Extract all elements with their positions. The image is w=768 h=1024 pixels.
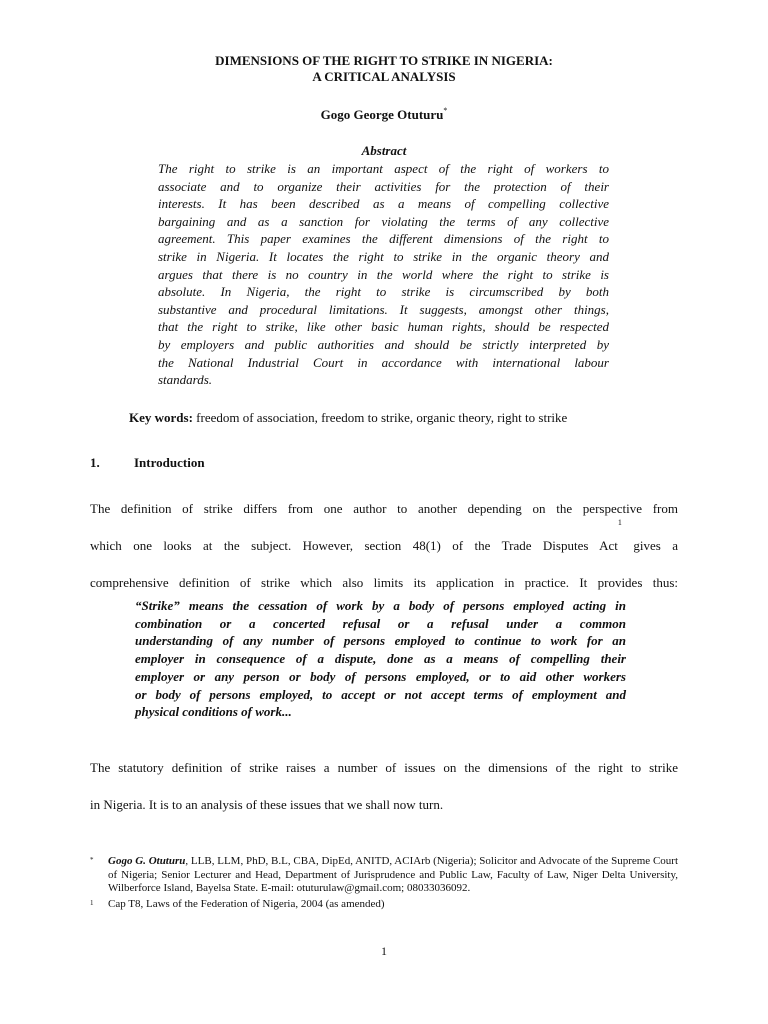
keywords-line (129, 410, 689, 426)
quote-line: employer or any person or body of persons employed, or to aid other workers (135, 668, 626, 684)
quote-line: employer in consequence of a dispute, done as a means of compelling their (135, 651, 626, 667)
footnote-author-name: Gogo G. Otuturu (108, 855, 186, 867)
footnote-text: Cap T8, Laws of the Federation of Nigeria, 2004 (as amended) (108, 897, 385, 910)
abstract-line: associate and to organize their activities for the protection of their (158, 178, 609, 194)
paragraph-line: The statutory definition of strike raises a number of issues on the dimensions of the right to strike (90, 760, 678, 775)
abstract-line: substantive and procedural limitations. It suggests, amongst other things, (158, 301, 609, 317)
section-number: 1. (90, 455, 100, 470)
abstract-line: standards. (158, 372, 213, 388)
paragraph-line: The definition of strike differs from one author to another depending on the perspective from (90, 501, 678, 516)
author-line (0, 107, 768, 123)
quote-line: understanding of any number of persons employed to continue to work for an (135, 633, 626, 649)
footnote-ref-1: 1 (617, 518, 622, 527)
paragraph-text: gives a (621, 538, 678, 553)
statutory-quote (135, 597, 626, 721)
page-number: 1 (381, 944, 387, 958)
footnote-1 (90, 898, 678, 912)
abstract-line: strike in Nigeria. It locates the right to strike in the organic theory and (158, 248, 609, 264)
footnote-marker: 1 (90, 898, 94, 907)
author-footnote-marker: * (443, 106, 448, 115)
abstract-body (158, 160, 609, 389)
abstract-line: argues that there is no country in the world where the right to strike is (158, 266, 609, 282)
paragraph-line: in Nigeria. It is to an analysis of these issues that we shall now turn. (90, 797, 444, 812)
analysis-paragraph (90, 749, 678, 823)
section-heading (90, 455, 490, 471)
abstract-heading: Abstract (361, 143, 407, 158)
footnote-marker: * (90, 856, 94, 864)
abstract-line: bargaining and as a sanction for violating the terms of any collective (158, 213, 609, 229)
paper-title (0, 53, 768, 85)
footnote-author (90, 855, 678, 896)
abstract-line: interests. It has been described as a means of compelling collective (158, 196, 609, 212)
footnote-text (108, 855, 678, 896)
abstract-line: by employers and public authorities and should be strictly interpreted by (158, 336, 609, 352)
abstract-line: The right to strike is an important aspect of the right of workers to (158, 161, 609, 176)
keywords-text: freedom of association, freedom to strike, organic theory, right to strike (192, 410, 568, 425)
quote-line: “Strike” means the cessation of work by a body of persons employed acting in (135, 598, 626, 613)
abstract-line: the National Industrial Court in accordance with international labour (158, 354, 609, 370)
paragraph-line: comprehensive definition of strike which also limits its application in practice. It provides thus: (90, 575, 678, 590)
footnotes (90, 855, 678, 913)
abstract-line: that the right to strike, like other basic human rights, should be respected (158, 319, 609, 335)
quote-line: physical conditions of work... (135, 704, 292, 720)
author-name: Gogo George Otuturu (320, 107, 444, 122)
paragraph-line (90, 518, 678, 564)
intro-paragraph (90, 490, 678, 601)
abstract-line: agreement. This paper examines the different dimensions of the right to (158, 231, 609, 247)
keywords-label: Key words: (129, 410, 193, 425)
paragraph-text: which one looks at the subject. However, section 48(1) of the Trade Disputes Act (90, 538, 618, 553)
quote-line: or body of persons employed, to accept or not accept terms of employment and (135, 686, 626, 702)
footnote-body: , LLB, LLM, PhD, B.L, CBA, DipEd, ANITD, ACIArb (Nigeria); Solicitor and Advocate of the Supreme Court of Nigeria; Senior Lecturer and Head, Department of Jurisprudence and Public Law, Faculty of Law, Niger Delta University, Wilberforce Island, Bayelsa State. E-mail: otuturulaw@gmail.com; 08033036092. (108, 855, 679, 894)
title-line-2: A CRITICAL ANALYSIS (312, 69, 456, 84)
title-line-1: DIMENSIONS OF THE RIGHT TO STRIKE IN NIGERIA: (215, 53, 553, 68)
quote-line: combination or a concerted refusal or a refusal under a common (135, 615, 626, 631)
abstract-line: absolute. In Nigeria, the right to strike is circumscribed by both (158, 284, 609, 300)
section-title: Introduction (134, 455, 205, 470)
